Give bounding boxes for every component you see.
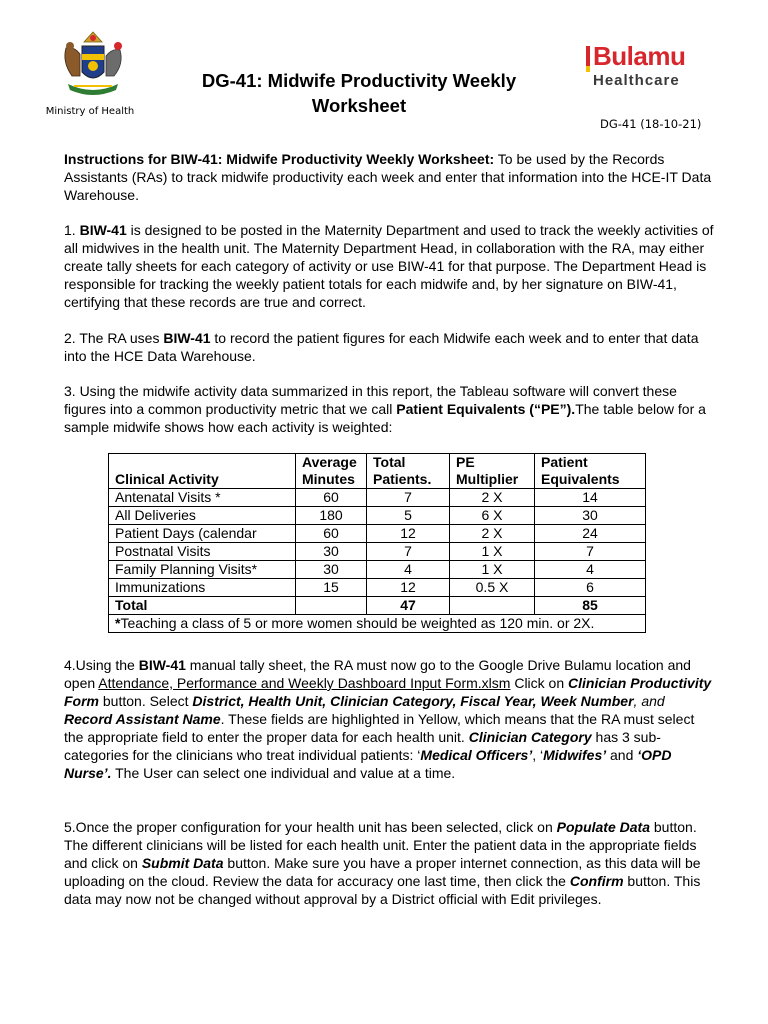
table-row: [109, 579, 646, 597]
table-cell: 12: [367, 579, 450, 597]
table-cell: 30: [296, 543, 367, 561]
p1-text: is designed to be posted in the Maternity Department and used to track the weekly activities of all midwives in the health unit. The Maternity Department Head, in collaboration with the RA, may either create tally sheets for each category of activity or use BIW-41 for that purpose. The Department Head is responsible for tracking the weekly patient totals for each midwife and, by her signature on BIW-41, certifying that these records are true and correct.: [64, 222, 714, 310]
table-row: [109, 525, 646, 543]
table-row: [109, 489, 646, 507]
p4-text: The User can select one individual and value at a time.: [111, 765, 456, 781]
p4-bold: BIW-41: [138, 657, 186, 673]
table-cell: 1 X: [450, 543, 535, 561]
table-cell: 7: [535, 543, 646, 561]
table-cell: 24: [535, 525, 646, 543]
clinician-category-label: Clinician Category: [468, 729, 592, 745]
populate-data-label: Populate Data: [556, 819, 650, 835]
footnote-star: *: [115, 615, 121, 631]
total-label: Total: [109, 597, 296, 615]
p4-text: , and: [633, 693, 665, 709]
coat-of-arms-emblem: [58, 28, 128, 104]
p5-text: 5.Once the proper configuration for your health unit has been selected, click on: [64, 819, 557, 835]
table-cell: 0.5 X: [450, 579, 535, 597]
p1-prefix: 1.: [64, 222, 80, 238]
table-cell: 2 X: [450, 525, 535, 543]
p2-prefix: 2. The RA uses: [64, 330, 164, 346]
table-row: [109, 507, 646, 525]
page-title: DG-41: Midwife Productivity Weekly Worksheet: [201, 70, 517, 116]
table-cell: Family Planning Visits*: [109, 561, 296, 579]
p3-text: 3. Using the midwife activity data summarized in this report, the Tableau software will convert these figures into a common productivity metric that we call: [64, 383, 677, 417]
p4-text: Click on: [510, 675, 569, 691]
paragraph-3: [64, 382, 714, 436]
table-row: [109, 543, 646, 561]
paragraph-1: [64, 221, 714, 311]
table-cell: 15: [296, 579, 367, 597]
footnote-text: Teaching a class of 5 or more women should be weighted as 120 min. or 2X.: [120, 615, 595, 631]
table-row: [109, 561, 646, 579]
table-cell: 180: [296, 507, 367, 525]
total-cell: [296, 597, 367, 615]
paragraph-2: [64, 329, 714, 365]
opd-nurse-label: ‘OPD Nurse’.: [64, 747, 672, 781]
total-cell: [450, 597, 535, 615]
midwifes-label: Midwifes’: [543, 747, 607, 763]
paragraph-4: [64, 656, 714, 782]
table-total-row: [109, 597, 646, 615]
dashboard-form-link[interactable]: Attendance, Performance and Weekly Dashboard Input Form.xlsm: [98, 675, 511, 691]
table-cell: Immunizations: [109, 579, 296, 597]
p4-text: , ‘: [532, 747, 544, 763]
table-header-row: [109, 454, 646, 489]
table-cell: Patient Days (calendar: [109, 525, 296, 543]
table-cell: 1 X: [450, 561, 535, 579]
table-cell: Postnatal Visits: [109, 543, 296, 561]
table-cell: Antenatal Visits *: [109, 489, 296, 507]
p4-text: 4.Using the: [64, 657, 139, 673]
table-cell: 2 X: [450, 489, 535, 507]
total-patient-equivalents: 85: [535, 597, 646, 615]
table-footnote-row: [109, 615, 646, 633]
table-cell: 60: [296, 489, 367, 507]
table-cell: 5: [367, 507, 450, 525]
p1-bold: BIW-41: [79, 222, 127, 238]
table-cell: All Deliveries: [109, 507, 296, 525]
table-cell: 30: [535, 507, 646, 525]
p4-text: button. Select: [99, 693, 193, 709]
p4-text: and: [606, 747, 638, 763]
table-cell: 7: [367, 489, 450, 507]
ministry-label: Ministry of Health: [45, 106, 135, 117]
clinician-productivity-form-label: Clinician Productivity Form: [64, 675, 712, 709]
table-cell: 6 X: [450, 507, 535, 525]
p4-text: manual tally sheet, the RA must now go to the Google Drive Bulamu location and open: [64, 657, 691, 691]
logo-text: Bulamu: [593, 41, 686, 71]
p2-bold: BIW-41: [163, 330, 211, 346]
table-cell: 14: [535, 489, 646, 507]
logo-bar-red: [586, 46, 590, 66]
bulamu-logo: [582, 42, 712, 92]
paragraph-5: [64, 818, 714, 908]
p5-text: button. The different clinicians will be listed for each health unit. Enter the patient data in the appropriate fields and click on: [64, 819, 697, 871]
header-clinical-activity: Clinical Activity: [109, 454, 296, 489]
submit-data-label: Submit Data: [141, 855, 224, 871]
p4-text: . These fields are highlighted in Yellow, which means that the RA must select the appropriate field to enter the proper data for each health unit.: [64, 711, 695, 745]
instructions-heading: Instructions for BIW-41: Midwife Productivity Weekly Worksheet:: [64, 151, 495, 167]
medical-officers-label: Medical Officers’: [420, 747, 533, 763]
fields-list-label: District, Health Unit, Clinician Category, Fiscal Year, Week Number: [192, 693, 634, 709]
instructions-text: To be used by the Records Assistants (RAs) to track midwife productivity each week and enter that information into the HCE-IT Data Warehouse.: [64, 151, 712, 203]
p4-text: has 3 sub-categories for the clinicians who treat individual patients: ‘: [64, 729, 661, 763]
header-total-patients: Total Patients.: [367, 454, 450, 489]
table-cell: 4: [535, 561, 646, 579]
table-cell: 30: [296, 561, 367, 579]
p3-bold: Patient Equivalents (“PE”).: [396, 401, 576, 417]
document-id: DG-41 (18-10-21): [600, 117, 702, 131]
table-cell: 6: [535, 579, 646, 597]
logo-subtext: Healthcare: [593, 72, 680, 89]
p2-text: to record the patient figures for each Midwife each week and to enter that data into the HCE Data Warehouse.: [64, 330, 699, 364]
table-footnote: [109, 615, 646, 633]
table-cell: 60: [296, 525, 367, 543]
header-average-minutes: Average Minutes: [296, 454, 367, 489]
table-cell: 4: [367, 561, 450, 579]
p5-text: button. This data may now not be changed without approval by a District official with Edit privileges.: [64, 873, 701, 907]
total-patients: 47: [367, 597, 450, 615]
p3-text2: The table below for a sample midwife shows how each activity is weighted:: [64, 401, 706, 435]
p5-text: button. Make sure you have a proper internet connection, as this data will be uploading on the cloud. Review the data for accuracy one last time, then click the: [64, 855, 701, 889]
pe-weighting-table: [108, 453, 646, 633]
table-cell: 12: [367, 525, 450, 543]
table-cell: 7: [367, 543, 450, 561]
header-patient-equivalents: Patient Equivalents: [535, 454, 646, 489]
record-assistant-name-label: Record Assistant Name: [64, 711, 221, 727]
header-pe-multiplier: PE Multiplier: [450, 454, 535, 489]
logo-bar-yellow: [586, 66, 590, 72]
confirm-label: Confirm: [569, 873, 624, 889]
instructions-paragraph: [64, 150, 714, 204]
